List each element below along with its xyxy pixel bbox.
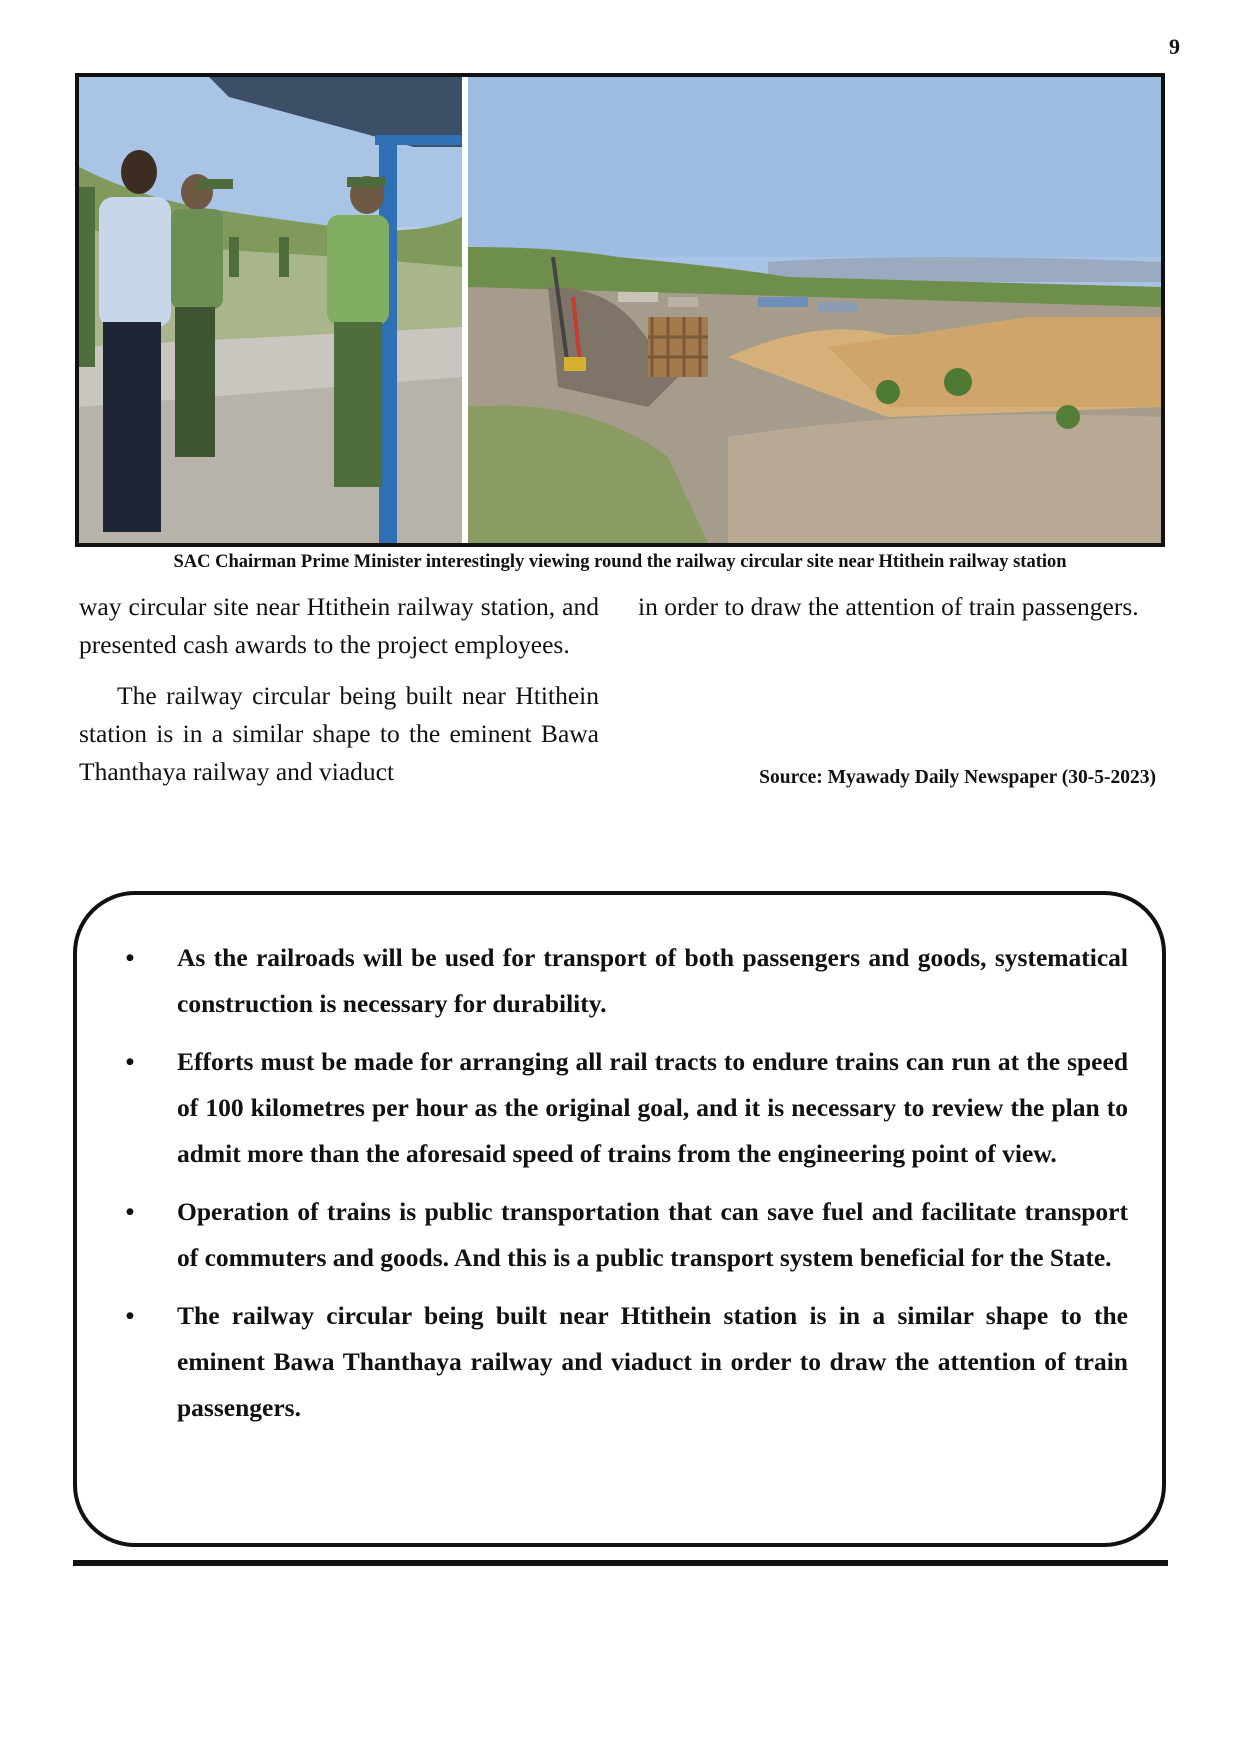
officials-viewing-photo [79,77,462,543]
article-paragraph: The railway circular being built near Htithein station is in a similar shape to the eminent Bawa Thanthaya railway and viaduct [79,681,599,786]
photo-caption: SAC Chairman Prime Minister interestingly viewing round the railway circular site near Htithein railway station [173,552,1067,572]
article-paragraph: way circular site near Htithein railway station, and presented cash awards to the project employees. [79,592,599,659]
source-credit: Source: Myawady Daily Newspaper (30-5-2023) [759,767,1156,788]
article-left-column [79,588,599,791]
key-point-text: As the railroads will be used for transport of both passengers and goods, systematical construction is necessary for durability. [177,943,1128,1018]
key-point [107,1189,1128,1281]
bullet-icon: • [125,1301,135,1330]
article-paragraph: in order to draw the attention of train passengers. [638,592,1139,621]
bottom-rule [73,1560,1168,1566]
key-point [107,1293,1128,1431]
key-point-text: The railway circular being built near Htithein station is in a similar shape to the eminent Bawa Thanthaya railway and viaduct in order to draw the attention of train passengers. [177,1301,1128,1422]
bullet-icon: • [125,1047,135,1076]
article-right-column [638,588,1156,626]
key-point [107,1039,1128,1177]
bullet-icon: • [125,943,135,972]
key-point [107,935,1128,1027]
photo-frame [75,73,1165,547]
key-points-list [107,935,1128,1431]
railway-site-photo [468,77,1161,543]
page-number: 9 [1169,34,1180,59]
key-point-text: Operation of trains is public transportation that can save fuel and facilitate transport of commuters and goods. And this is a public transport system beneficial for the State. [177,1197,1128,1272]
key-point-text: Efforts must be made for arranging all rail tracts to endure trains can run at the speed of 100 kilometres per hour as the original goal, and it is necessary to review the plan to admit more than the aforesaid speed of trains from the engineering point of view. [177,1047,1128,1168]
key-points-box [73,891,1166,1547]
bullet-icon: • [125,1197,135,1226]
